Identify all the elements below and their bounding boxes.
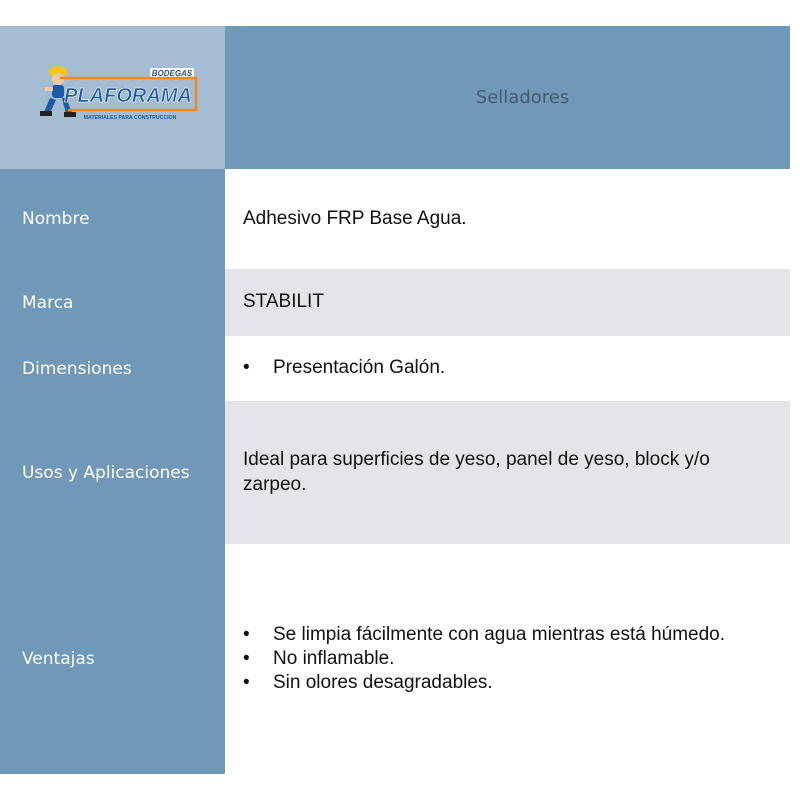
list-item: • Se limpia fácilmente con agua mientras está húmedo. bbox=[243, 623, 725, 647]
row-value: Adhesivo FRP Base Agua. bbox=[225, 169, 790, 269]
logo-cell bbox=[0, 26, 225, 169]
logo-top-text: BODEGAS bbox=[151, 69, 193, 78]
bullet: • bbox=[243, 357, 250, 379]
row-value: Ideal para superficies de yeso, panel de yeso, block y/o zarpeo. bbox=[225, 401, 790, 544]
row-nombre bbox=[0, 169, 790, 269]
list-item: • No inflamable. bbox=[243, 647, 725, 671]
row-value: STABILIT bbox=[225, 269, 790, 336]
logo-tagline: MATERIALES PARA CONSTRUCCION bbox=[83, 115, 177, 121]
bullet: • bbox=[243, 672, 250, 694]
logo-brand-name: PLAFORAMA bbox=[64, 85, 192, 107]
row-dimensiones bbox=[0, 336, 790, 401]
bullet-list bbox=[243, 623, 725, 696]
bullet: • bbox=[243, 647, 250, 669]
list-item: • Presentación Galón. bbox=[243, 356, 445, 380]
list-item: • Sin olores desagradables. bbox=[243, 671, 725, 695]
row-usos bbox=[0, 401, 790, 544]
row-ventajas bbox=[0, 544, 790, 774]
bullet-list bbox=[243, 356, 445, 380]
category-title: Selladores bbox=[225, 26, 790, 169]
row-label: Usos y Aplicaciones bbox=[0, 401, 225, 544]
row-marca bbox=[0, 269, 790, 336]
header-row bbox=[0, 26, 790, 169]
plaforama-logo bbox=[0, 26, 225, 169]
row-value bbox=[225, 544, 790, 774]
product-spec-sheet bbox=[0, 26, 790, 774]
row-label: Dimensiones bbox=[0, 336, 225, 401]
bullet: • bbox=[243, 623, 250, 645]
row-value bbox=[225, 336, 790, 401]
row-label: Marca bbox=[0, 269, 225, 336]
row-label: Ventajas bbox=[0, 544, 225, 774]
row-label: Nombre bbox=[0, 169, 225, 269]
